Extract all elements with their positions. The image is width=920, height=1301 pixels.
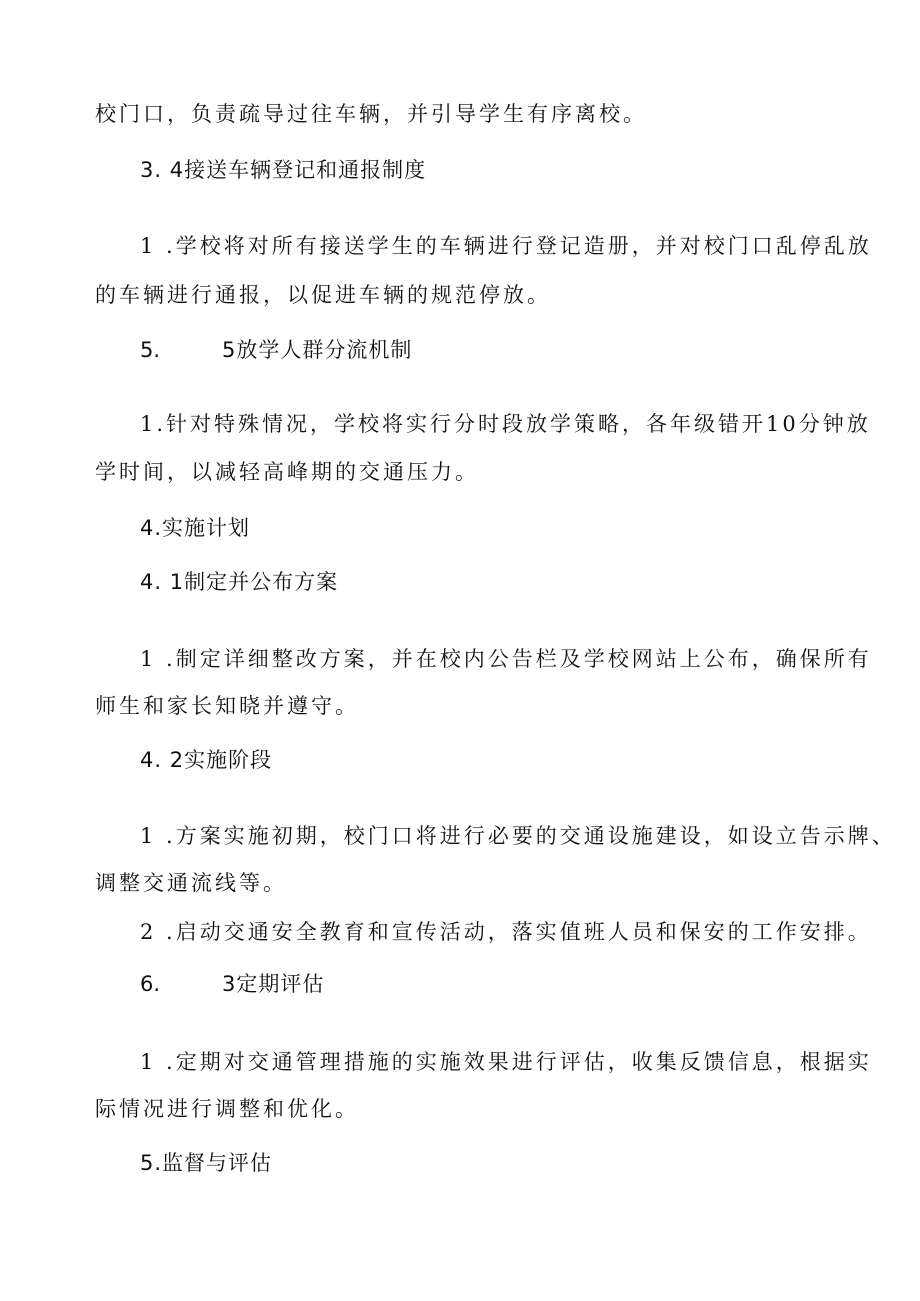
paragraph-line: 1 .方案实施初期，校门口将进行必要的交通设施建设，如设立告示牌、	[140, 824, 896, 848]
paragraph-line: 1 .定期对交通管理措施的实施效果进行评估，收集反馈信息，根据实	[140, 1050, 872, 1074]
paragraph-line: 1 .学校将对所有接送学生的车辆进行登记造册，并对校门口乱停乱放	[140, 234, 872, 258]
paragraph-line: 2 .启动交通安全教育和宣传活动，落实值班人员和保安的工作安排。	[140, 920, 872, 944]
section-heading-4-1: 4. 1制定并公布方案	[140, 570, 339, 594]
heading-number: 6.	[140, 972, 161, 996]
paragraph-line: 1.针对特殊情况，学校将实行分时段放学策略，各年级错开10分钟放	[140, 412, 871, 436]
paragraph-line: 的车辆进行通报，以促进车辆的规范停放。	[95, 283, 551, 307]
paragraph-line: 师生和家长知晓并遵守。	[95, 694, 359, 718]
paragraph-continuation: 校门口，负责疏导过往车辆，并引导学生有序离校。	[95, 102, 647, 126]
section-heading-6	[140, 970, 324, 998]
section-heading-5-supervision: 5.监督与评估	[140, 1151, 273, 1175]
section-heading-5	[140, 336, 412, 364]
section-heading-4-2: 4. 2实施阶段	[140, 748, 273, 772]
heading-number: 5.	[140, 338, 161, 362]
paragraph-line: 调整交通流线等。	[95, 871, 287, 895]
heading-text: 3定期评估	[222, 972, 325, 996]
paragraph-line: 际情况进行调整和优化。	[95, 1097, 359, 1121]
section-heading-3-4: 3. 4接送车辆登记和通报制度	[140, 158, 427, 182]
paragraph-line: 学时间，以减轻高峰期的交通压力。	[95, 460, 479, 484]
paragraph-line: 1 .制定详细整改方案，并在校内公告栏及学校网站上公布，确保所有	[140, 647, 872, 671]
section-heading-4: 4.实施计划	[140, 516, 251, 540]
heading-text: 5放学人群分流机制	[222, 338, 413, 362]
